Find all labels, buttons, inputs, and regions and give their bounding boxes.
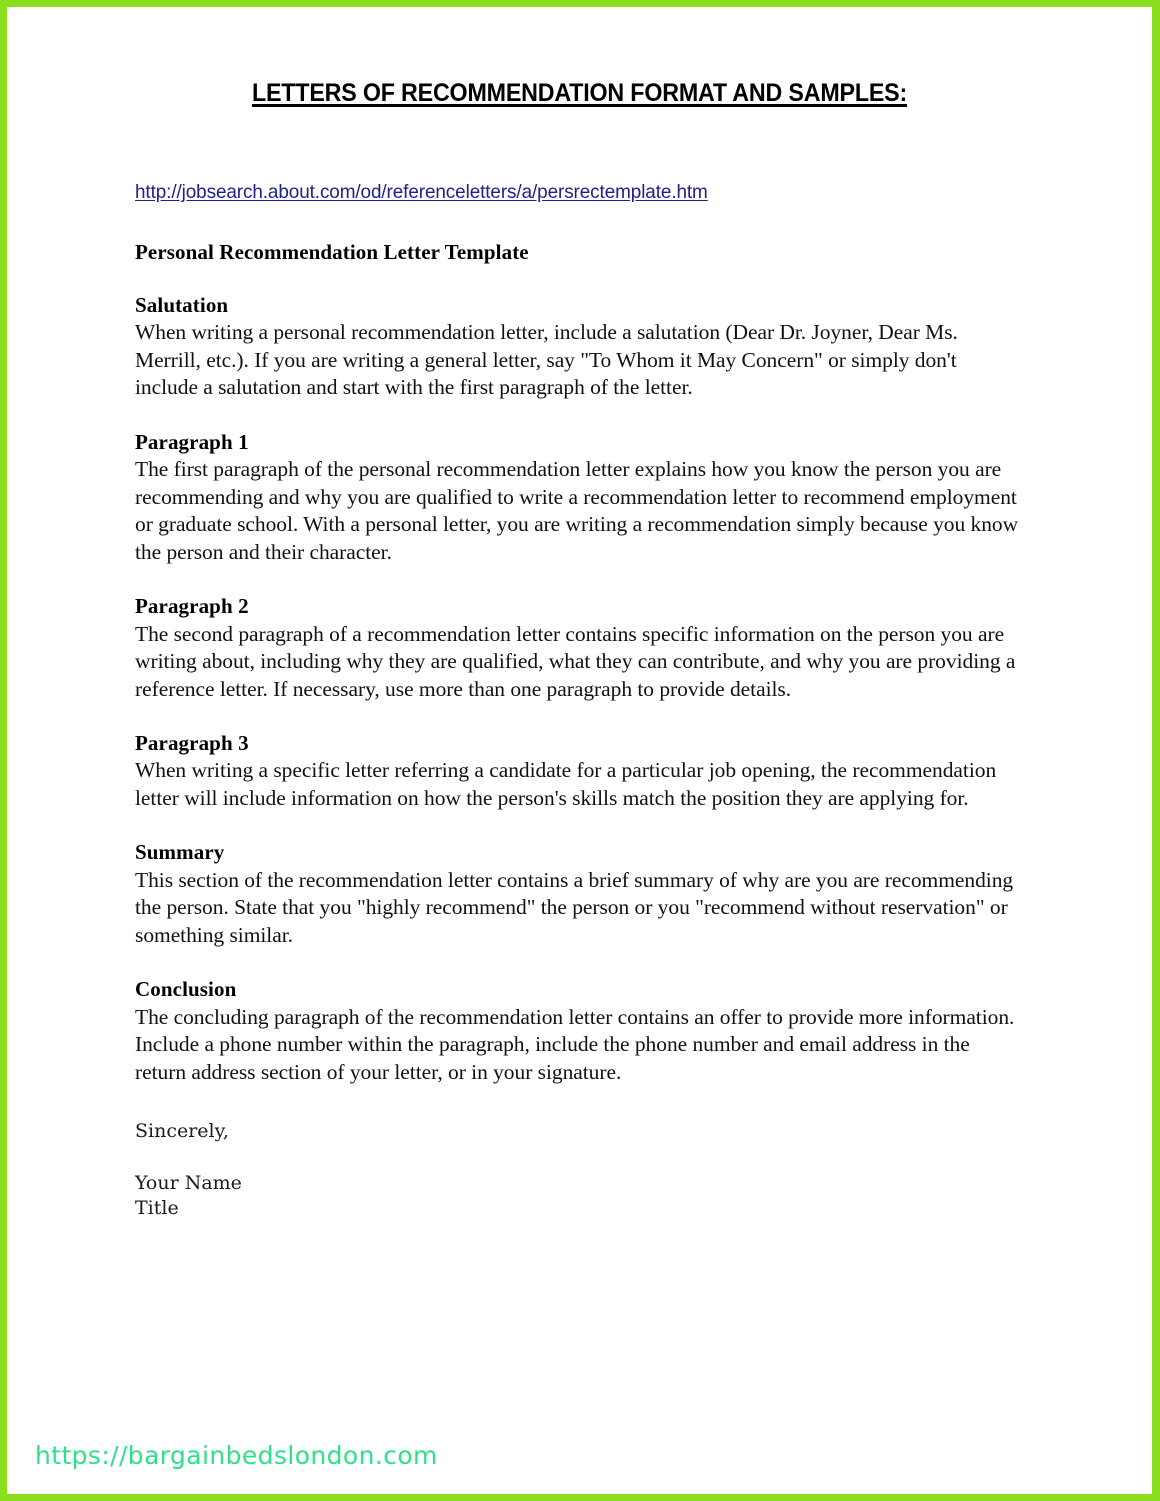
template-heading: Personal Recommendation Letter Template — [135, 240, 529, 264]
section-paragraph: This section of the recommendation letter contains a brief summary of why are you are recommending the person. State that you "highly recommend" the person or you "recommend without reservation" or something similar. — [135, 867, 1014, 947]
section-paragraph: When writing a specific letter referring a candidate for a particular job opening, the recommendation letter will include information on how the person's skills match the position they are applying for. — [135, 758, 997, 810]
source-url-link[interactable]: http://jobsearch.about.com/od/referenceletters/a/persrectemplate.htm — [135, 181, 708, 203]
page-title — [47, 79, 1112, 108]
signature-title: Title — [135, 1197, 179, 1220]
section-summary — [135, 839, 1023, 949]
section-heading: Paragraph 3 — [135, 731, 249, 756]
section-paragraph: The second paragraph of a recommendation letter contains specific information on the person you are writing about, including why they are qualified, what they can contribute, and why you are providing a reference letter. If necessary, use more than one paragraph to provide details. — [135, 621, 1016, 701]
section-heading: Paragraph 2 — [135, 594, 249, 619]
section-salutation — [135, 292, 1023, 402]
section-paragraph: The concluding paragraph of the recommendation letter contains an offer to provide more information. Include a phone number within the paragraph, include the phone number and email address in the return address section of your letter, or in your signature. — [135, 1004, 1015, 1084]
closing-line: Sincerely, — [135, 1120, 229, 1143]
section-paragraph: The first paragraph of the personal recommendation letter explains how you know the person you are recommending and why you are qualified to write a recommendation letter to recommend employment or graduate school. With a personal letter, you are writing a recommendation simply because you know the person and their character. — [135, 457, 1019, 564]
signature-block — [135, 1171, 1023, 1222]
section-heading: Paragraph 1 — [135, 429, 249, 454]
section-conclusion — [135, 976, 1023, 1086]
document-sheet — [7, 7, 1152, 1494]
section-paragraph-3 — [135, 730, 1023, 812]
section-heading: Conclusion — [135, 977, 237, 1002]
section-paragraph-2 — [135, 593, 1023, 703]
section-heading: Salutation — [135, 293, 229, 317]
page-title-text: LETTERS OF RECOMMENDATION FORMAT AND SAMPLES: — [251, 79, 908, 107]
section-paragraph-1 — [135, 429, 1023, 566]
section-heading: Summary — [135, 840, 225, 865]
document-body — [135, 181, 1023, 1221]
section-paragraph: When writing a personal recommendation letter, include a salutation (Dear Dr. Joyner, Dear Ms. Merrill, etc.). If you are writing a general letter, say "To Whom it May Concern" or simply don't include a salutation and start with the first paragraph of the letter. — [135, 320, 958, 400]
watermark-url: https://bargainbedslondon.com — [35, 1441, 438, 1470]
signature-name: Your Name — [135, 1171, 242, 1194]
